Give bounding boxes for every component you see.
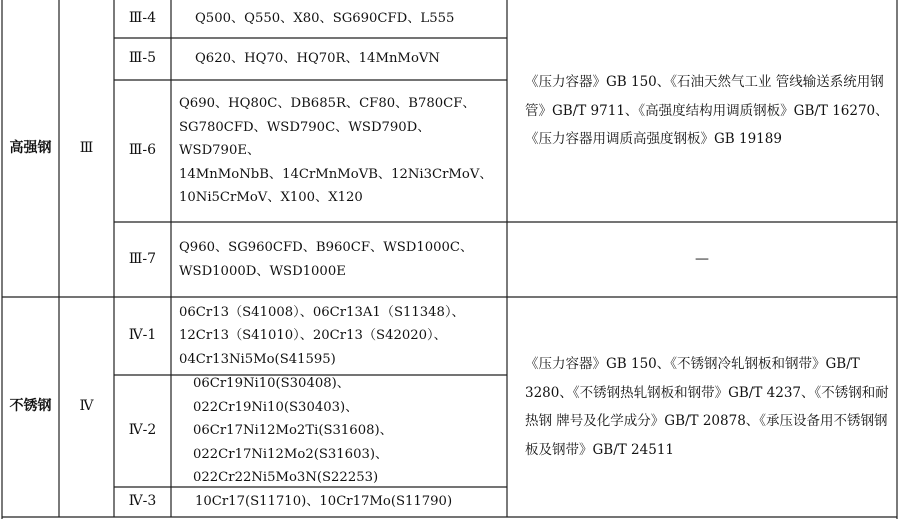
grade-list: Q500、Q550、X80、SG690CFD、L555 bbox=[195, 11, 455, 27]
standards-stainless: 《压力容器》GB 150、《不锈钢冷轧钢板和钢带》GB/T 3280、《不锈钢热轧钢板和钢带》GB/T 4237、《不锈钢和耐热钢 牌号及化学成分》GB/T 20878、《承压设备用不锈钢钢板及钢带》GB/T 24511 bbox=[525, 356, 889, 458]
category-high-strength: 高强钢 bbox=[9, 139, 52, 156]
subgroup-code: Ⅲ-7 bbox=[128, 250, 157, 267]
subgroup-code: Ⅲ-5 bbox=[128, 50, 157, 67]
subgroup-code: Ⅲ-6 bbox=[128, 142, 157, 159]
standards-high-strength: 《压力容器》GB 150、《石油天然气工业 管线输送系统用钢管》GB/T 9711、《高强度结构用调质钢板》GB/T 16270、《压力容器用调质高强度钢板》GB 19189 bbox=[525, 74, 889, 148]
grade-list: Q690、HQ80C、DB685R、CF80、B780CF、 SG780CFD、WSD790C、WSD790D、WSD790E、 14MnMoNbB、14CrMnMoVB、12Ni3CrMoV、 10Ni5CrMoV、X100、X120 bbox=[179, 96, 493, 206]
subgroup-code: Ⅳ-3 bbox=[128, 493, 157, 510]
subgroup-code: Ⅳ-2 bbox=[128, 422, 157, 439]
grade-list: Q620、HQ70、HQ70R、14MnMoVN bbox=[195, 51, 440, 67]
group-iii: Ⅲ bbox=[79, 139, 94, 156]
category-stainless: 不锈钢 bbox=[9, 398, 52, 415]
grade-list: Q960、SG960CFD、B960CF、WSD1000C、 WSD1000D、WSD1000E bbox=[179, 240, 474, 279]
grade-list: 06Cr19Ni10(S30408)、022Cr19Ni10(S30403)、 06Cr17Ni12Mo2Ti(S31608)、 022Cr17Ni12Mo2(S31603)、 022Cr22Ni5Mo3N(S22253) bbox=[193, 376, 393, 486]
subgroup-code: Ⅳ-1 bbox=[128, 327, 157, 344]
subgroup-code: Ⅲ-4 bbox=[128, 10, 157, 27]
standards-dash: — bbox=[695, 250, 709, 267]
grade-list: 06Cr13（S41008）、06Cr13A1（S11348）、 12Cr13（S41010）、20Cr13（S42020）、 04Cr13Ni5Mo(S41595) bbox=[179, 304, 465, 367]
grade-list: 10Cr17(S11710)、10Cr17Mo(S11790) bbox=[195, 494, 453, 510]
group-iv: Ⅳ bbox=[79, 398, 94, 415]
